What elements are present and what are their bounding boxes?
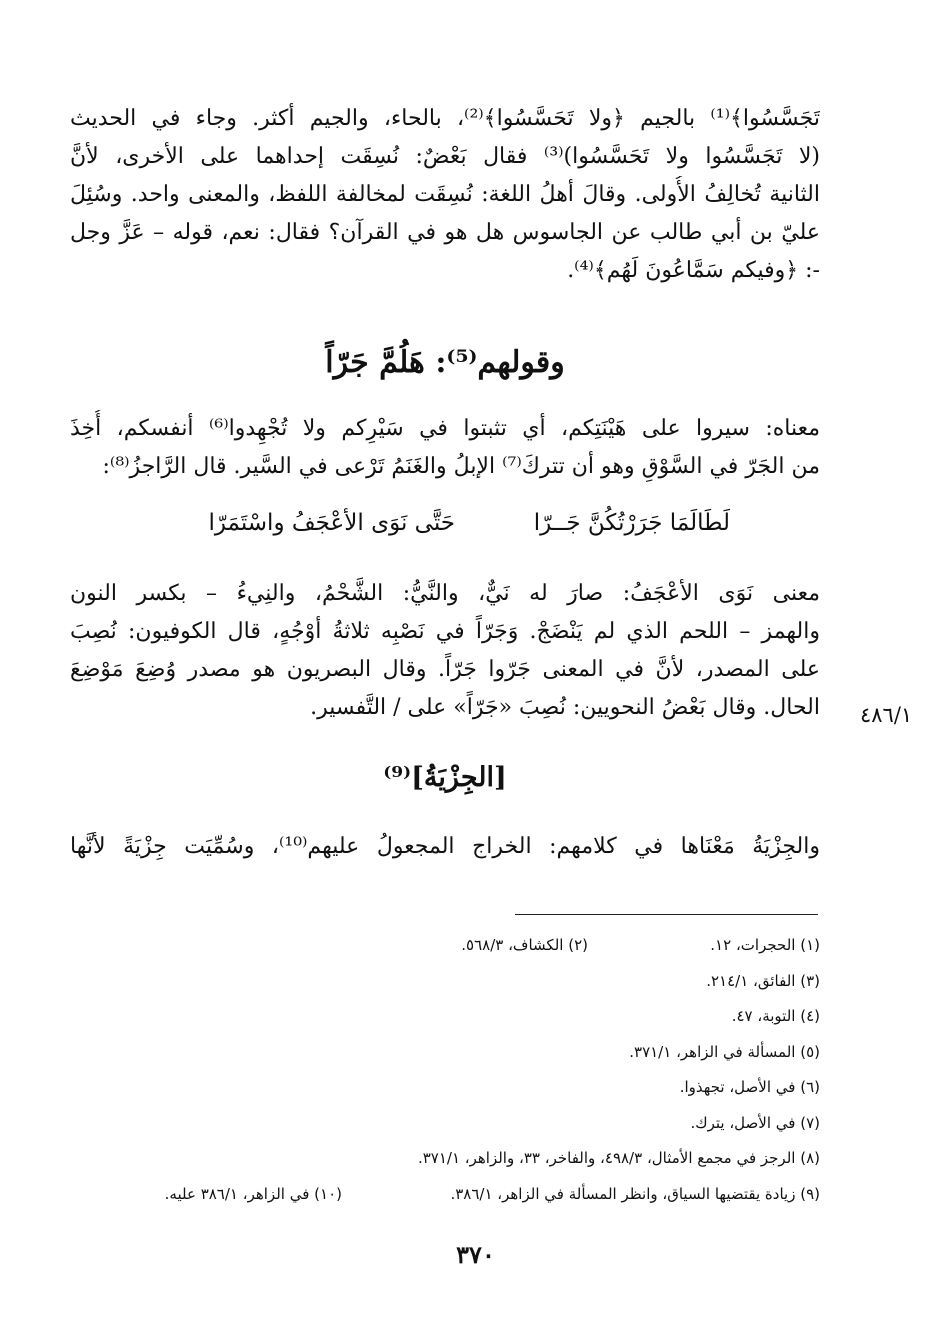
footnote-row [70,928,820,964]
margin-page-reference: ٤٨٦/١ [860,703,913,727]
verse-second-hemistich: حَتَّى نَوَى الأعْجَفُ واسْتَمَرّا [208,510,455,536]
paragraph-2 [70,410,820,486]
text-line: معنى نَوَى الأعْجَفُ: صارَ له نَيٌّ، والنَّيُّ: الشَّحْمُ، والنِيءُ – بكسر النون [70,581,820,606]
page-number: ٣٧٠ [456,1240,495,1269]
footnote-separator [515,914,818,915]
text-line: عليّ بن أبي طالب عن الجاسوس هل هو في القرآن؟ فقال: نعم، قوله – عَزَّ وجل [70,220,820,245]
footnote-row [70,1106,820,1142]
heading-phrase: هَلُمَّ جَرّاً [325,345,425,380]
footnote-row [70,1035,820,1071]
text-line: الحال. وقال بَعْضُ النحويين: نُصِبَ «جَرّاً» على / التَّفسير. [310,695,820,720]
text-line: والهمز – اللحم الذي لم يَنْضَجْ. وَجَرّاً في نَصْبِه ثلاثةُ أوْجُهٍ، قال الكوفيون: نُصِبَ [70,619,820,644]
footnote-3: (٣) الفائق، ٢١٤/١. [706,971,820,990]
paragraph-4 [70,828,820,866]
heading-text: [الجِزْيَةُ]⁽⁹⁾ [383,762,507,793]
paragraph-1 [70,100,820,290]
paragraph-3 [70,575,820,727]
footnote-row [70,1141,820,1177]
section-heading-jizya [70,762,820,793]
text-line: (لا تَجَسَّسُوا ولا تَحَسَّسُوا)⁽³⁾ فقال بَعْضٌ: نُسِقَت إحداهما على الأخرى، لأنَّ [70,144,820,169]
footnotes [70,928,820,1212]
footnote-9: (٩) زيادة يقتضيها السياق، وانظر المسألة في الزاهر، ٣٨٦/١. [450,1184,820,1203]
text-line: تَجَسَّسُوا﴾⁽¹⁾ بالجيم ﴿ولا تَحَسَّسُوا﴾⁽²⁾، بالحاء، والجيم أكثر. وجاء في الحديث [70,106,820,131]
footnote-10: (١٠) في الزاهر، ٣٨٦/١ عليه. [164,1184,342,1203]
verse-first-hemistich: لَطَالَمَا جَرَرْتُكُنَّ جَــرّا [533,510,730,536]
poetry-verse [70,510,820,550]
footnote-row [70,964,820,1000]
footnote-1: (١) الحجرات، ١٢. [710,936,820,954]
text-line: -: ﴿وفيكم سَمَّاعُونَ لَهُم﴾⁽⁴⁾. [567,258,820,283]
footnote-7: (٧) في الأصل، يترك. [690,1113,820,1132]
footnote-row [70,1070,820,1106]
footnote-4: (٤) التوبة، ٤٧. [731,1007,820,1025]
footnote-5: (٥) المسألة في الزاهر، ٣٧١/١. [629,1042,820,1061]
footnote-row [70,999,820,1035]
section-heading-halumma [70,345,820,380]
text-line: الثانية تُخالِفُ الأُولى. وقالَ أهلُ اللغة: نُسِقَت لمخالفة اللفظ، والمعنى واحد. وسُئِلَ [70,182,820,207]
footnote-8: (٨) الرجز في مجمع الأمثال، ٤٩٨/٣، والفاخر، ٣٣، والزاهر، ٣٧١/١. [417,1149,820,1167]
text-line: معناه: سيروا على هَيْنَتِكم، أي تثبتوا في سَيْرِكم ولا تُجْهِدوا⁽⁶⁾ أنفسكم، أُخِذَ [70,416,820,441]
text-line: والجِزْيَةُ مَعْنَاها في كلامهم: الخراج المجعولُ عليهم⁽¹⁰⁾، وسُمِّيَت جِزْيَةً لأنَّها [70,834,820,859]
footnote-row [70,1177,820,1213]
footnote-6: (٦) في الأصل، تجهذوا. [679,1078,820,1096]
text-line: من الجَرّ في السَّوْقِ وهو أن تتركَ⁽⁷⁾ الإبلُ والغَنَمُ تَرْعى في السَّير. قال الرَّاجزُ⁽⁸⁾: [102,454,820,479]
text-line: على المصدر، لأنَّ في المعنى جَرّوا جَرّاً. وقال البصريون هو مصدر وُضِعَ مَوْضِعَ [70,657,820,682]
footnote-2: (٢) الكشاف، ٥٦٨/٣. [461,936,588,954]
heading-prefix: وقولهم⁽⁵⁾: [424,345,565,380]
